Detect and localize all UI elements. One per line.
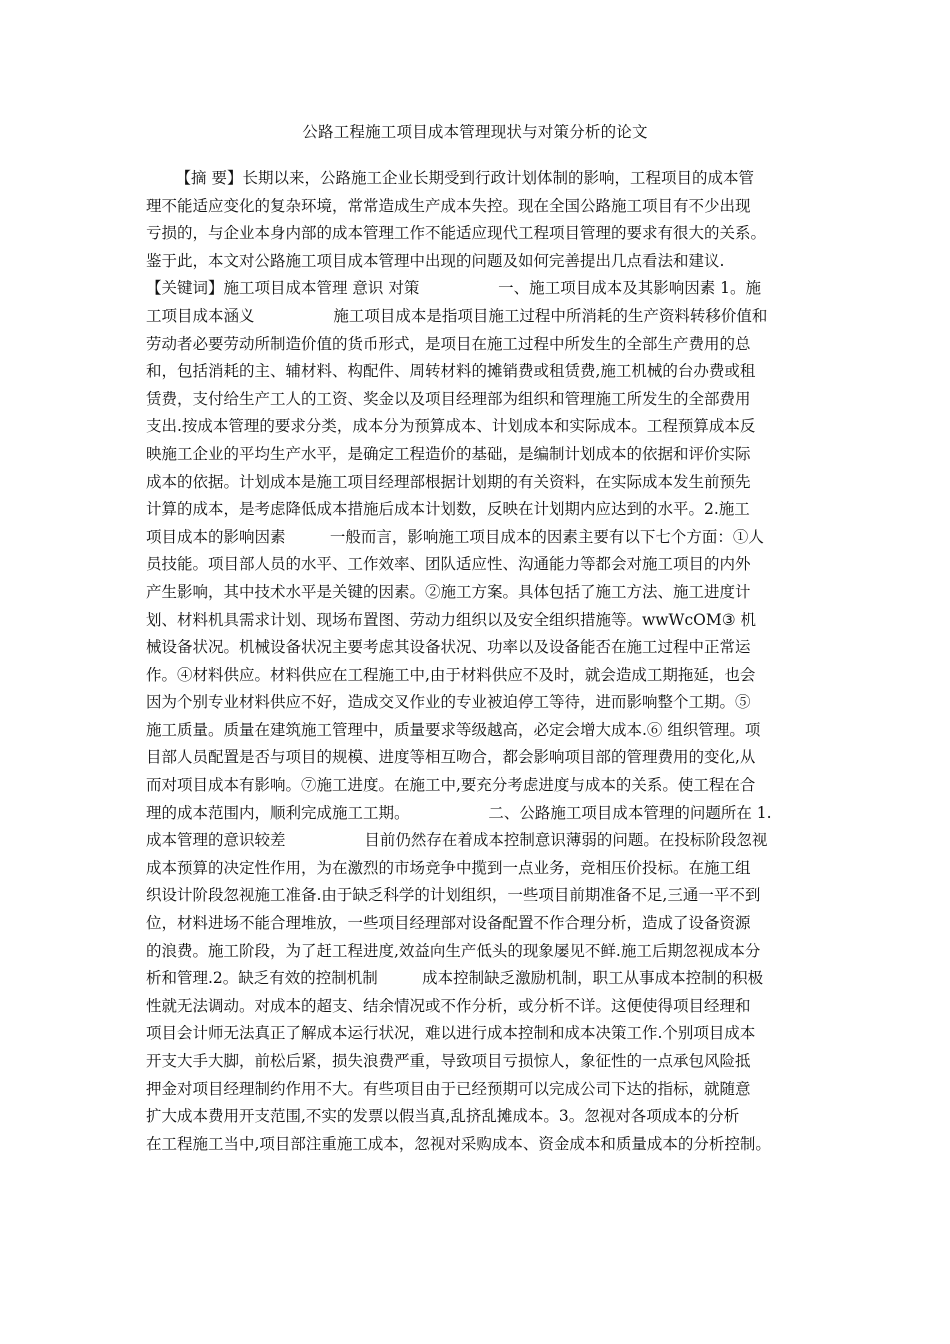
body-text-line: 亏损的，与企业本身内部的成本管理工作不能适应现代工程项目管理的要求有很大的关系。 — [146, 224, 767, 243]
body-text-line: 员技能。项目部人员的水平、工作效率、团队适应性、沟通能力等都会对施工项目的内外 — [146, 555, 751, 574]
body-text-line: 产生影响，其中技术水平是关键的因素。②施工方案。具体包括了施工方法、施工进度计 — [146, 582, 751, 601]
body-text-line: 项目成本的影响因素 一般而言，影响施工项目成本的因素主要有以下七个方面：①人 — [146, 527, 764, 546]
document-body — [146, 165, 818, 1158]
body-text-line: 析和管理.2。缺乏有效的控制机制 成本控制缺乏激励机制，职工从事成本控制的积极 — [146, 969, 764, 988]
body-text-line: 在工程施工当中,项目部注重施工成本，忽视对采购成本、资金成本和质量成本的分析控制。 — [146, 1134, 771, 1153]
body-text-line: 成本的依据。计划成本是施工项目经理部根据计划期的有关资料，在实际成本发生前预先 — [146, 472, 751, 491]
body-text-line: 项目会计师无法真正了解成本运行状况，难以进行成本控制和成本决策工作.个别项目成本 — [146, 1024, 756, 1043]
body-text-line: 鉴于此，本文对公路施工项目成本管理中出现的问题及如何完善提出几点看法和建议. — [146, 251, 725, 270]
body-text-line: 赁费，支付给生产工人的工资、奖金以及项目经理部为组织和管理施工所发生的全部费用 — [146, 389, 751, 408]
body-text-line: 而对项目成本有影响。⑦施工进度。在施工中,要充分考虑进度与成本的关系。使工程在合 — [146, 776, 756, 795]
body-text-line: 划、材料机具需求计划、现场布置图、劳动力组织以及安全组织措施等。wwWcOM③ 机 — [146, 610, 757, 629]
body-text-line: 【关键词】施工项目成本管理 意识 对策 一、施工项目成本及其影响因素 1。施 — [146, 279, 761, 298]
document-title: 公路工程施工项目成本管理现状与对策分析的论文 — [302, 123, 648, 141]
body-text-line: 性就无法调动。对成本的超支、结余情况或不作分析，或分析不详。这便使得项目经理和 — [146, 996, 751, 1015]
body-text-line: 施工质量。质量在建筑施工管理中，质量要求等级越高，必定会增大成本.⑥ 组织管理。项 — [146, 720, 761, 739]
body-text-line: 因为个别专业材料供应不好，造成交叉作业的专业被迫停工等待，进而影响整个工期。⑤ — [146, 693, 751, 712]
body-text-line: 的浪费。施工阶段，为了赶工程进度,效益向生产低头的现象屡见不鲜.施工后期忽视成本分 — [146, 941, 761, 960]
body-text-line: 和，包括消耗的主、辅材料、构配件、周转材料的摊销费或租赁费,施工机械的台办费或租 — [146, 362, 756, 381]
body-text-line: 劳动者必要劳动所制造价值的货币形式，是项目在施工过程中所发生的全部生产费用的总 — [146, 334, 751, 353]
body-text-line: 支出.按成本管理的要求分类，成本分为预算成本、计划成本和实际成本。工程预算成本反 — [146, 417, 756, 436]
body-text-line: 织设计阶段忽视施工准备.由于缺乏科学的计划组织，一些项目前期准备不足,三通一平不到 — [146, 886, 761, 905]
body-text-line: 械设备状况。机械设备状况主要考虑其设备状况、功率以及设备能否在施工过程中正常运 — [146, 638, 751, 657]
body-text-line: 工项目成本涵义 施工项目成本是指项目施工过程中所消耗的生产资料转移价值和 — [146, 306, 768, 325]
body-text-line: 成本管理的意识较差 目前仍然存在着成本控制意识薄弱的问题。在投标阶段忽视 — [146, 831, 768, 850]
body-text-line: 【摘 要】长期以来，公路施工企业长期受到行政计划体制的影响，工程项目的成本管 — [146, 169, 754, 187]
body-text-line: 扩大成本费用开支范围,不实的发票以假当真,乱挤乱摊成本。3。忽视对各项成本的分析 — [146, 1107, 740, 1126]
body-text-line: 位，材料进场不能合理堆放，一些项目经理部对设备配置不作合理分析，造成了设备资源 — [146, 914, 751, 933]
body-text-line: 成本预算的决定性作用，为在激烈的市场竞争中揽到一点业务，竞相压价投标。在施工组 — [146, 858, 751, 877]
body-text-line: 计算的成本，是考虑降低成本措施后成本计划数，反映在计划期内应达到的水平。2.施工 — [146, 500, 750, 519]
body-text-line: 理的成本范围内，顺利完成施工工期。 二、公路施工项目成本管理的问题所在 1. — [146, 803, 772, 822]
body-text-line: 映施工企业的平均生产水平，是确定工程造价的基础，是编制计划成本的依据和评价实际 — [146, 444, 751, 463]
body-text-line: 目部人员配置是否与项目的规模、进度等相互吻合，都会影响项目部的管理费用的变化,从 — [146, 748, 756, 767]
body-text-line: 开支大手大脚，前松后紧，损失浪费严重，导致项目亏损惊人，象征性的一点承包风险抵 — [146, 1052, 751, 1070]
body-text-line: 押金对项目经理制约作用不大。有些项目由于已经预期可以完成公司下达的指标，就随意 — [146, 1079, 751, 1098]
body-text-line: 理不能适应变化的复杂环境，常常造成生产成本失控。现在全国公路施工项目有不少出现 — [146, 196, 751, 215]
body-text-line: 作。④材料供应。材料供应在工程施工中,由于材料供应不及时，就会造成工期拖延，也会 — [146, 665, 756, 684]
